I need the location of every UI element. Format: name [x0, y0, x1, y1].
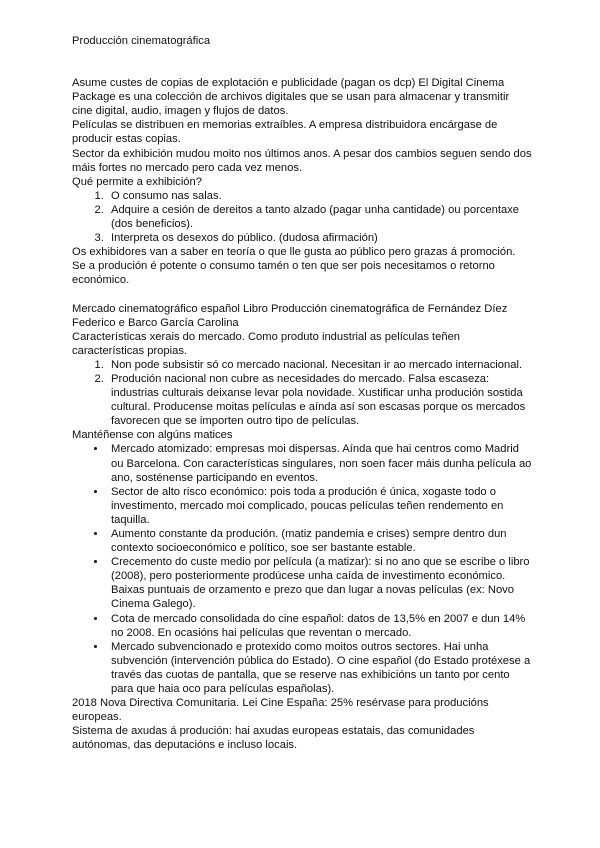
bullet-item: • Crecemento do custe medio por película (a matizar): si no ano que se escribe o libro (2008), pero posteriormente prodúcese unha caída de investimento económico. Baixas puntuais de orzamento e prezo que dan lugar a novas películas (ex: Novo Cinema Galego). — [107, 555, 532, 611]
paragraph-costs: Asume custes de copias de explotación e publicidade (pagan os dcp) El Digital Cinema Package es una colección de archivos digitales que se usan para almacenar y transmitir cine digital, audio, imagen y flujos de datos. — [72, 77, 510, 118]
list-item: 1. Non pode subsistir só co mercado nacional. Necesitan ir ao mercado internacional. — [107, 358, 532, 372]
document-title: Producción cinematográfica — [72, 35, 211, 47]
paragraph-aid-system: Sistema de axudas á produción: hai axudas europeas estatais, das comunidades autónomas, das deputacións e incluso locais. — [72, 725, 475, 752]
bullet-item: • Aumento constante da produción. (matiz pandemia e crises) sempre dentro dun contexto socioeconómico e político, soe ser bastante estable. — [107, 527, 532, 555]
bullet-item: • Cota de mercado consolidada do cine español: datos de 13,5% en 2007 e dun 14% no 2008. En ocasións hai películas que reventan o mercado. — [107, 612, 532, 640]
list-item: 2. Adquire a cesión de dereitos a tanto alzado (pagar unha cantidade) ou porcentaxe (dos beneficios). — [107, 203, 532, 231]
paragraph-exhibitors: Os exhibidores van a saber en teoría o que lle gusta ao público pero grazas á promoción. — [72, 246, 516, 259]
paragraph-market-intro: Características xerais do mercado. Como produto industrial as películas teñen características propias. — [72, 330, 461, 357]
list-item: 3. Interpreta os desexos do público. (dudosa afirmación) — [107, 231, 532, 245]
market-list — [72, 358, 532, 428]
document-page — [72, 34, 532, 753]
bullet-item: • Mercado subvencionado e protexido como moitos outros sectores. Hai unha subvención (intervención pública do Estado). O cine español (do Estado protéxese a través das cuotas de pantalla, que se reserve nas exhibicións un tanto por cento para que haia oco para películas españolas). — [107, 640, 532, 696]
list-item: 2. Produción nacional non cubre as necesidades do mercado. Falsa escaseza: industrias culturais deixanse levar pola novidade. Xustificar unha produción sostida cultural. Producense moitas películas e aínda así son escasas porque os mercados favorecen que se importen outro tipo de películas. — [107, 372, 532, 428]
list-item: 1. O consumo nas salas. — [107, 189, 532, 203]
section-heading: Mercado cinematográfico español Libro Producción cinematográfica de Fernández Díez Federico e Barco García Carolina — [72, 302, 508, 329]
matices-bullets — [72, 442, 532, 696]
exhibition-list — [72, 189, 532, 245]
paragraph-question: Qué permite a exhibición? — [72, 175, 202, 188]
paragraph-gap — [72, 288, 532, 302]
paragraph-exhibition-sector: Sector da exhibición mudou moito nos últimos anos. A pesar dos cambios seguen sendo dos máis fortes no mercado pero cada vez menos. — [72, 147, 532, 174]
paragraph-directive: 2018 Nova Directiva Comunitaria. Lei Cine España: 25% resérvase para producións europeas. — [72, 697, 489, 724]
paragraph-production-return: Se a produción é potente o consumo tamén o ten que ser pois necesitamos o retorno económico. — [72, 260, 495, 287]
section-exhibition — [72, 76, 532, 287]
section-market — [72, 302, 532, 753]
matices-label: Mantéñense con algúns matices — [72, 429, 233, 442]
paragraph-distribution: Películas se distribuen en memorias extraíbles. A empresa distribuidora encárgase de producir estas copias. — [72, 119, 498, 146]
bullet-item: • Sector de alto risco económico: pois toda a produción é única, xogaste todo o investimento, mercado moi complicado, poucas películas teñen rendemento en taquilla. — [107, 485, 532, 527]
bullet-item: • Mercado atomizado: empresas moi dispersas. Aínda que hai centros como Madrid ou Barcelona. Con características singulares, non soen facer máis dunha película ao ano, sosténense participando en eventos. — [107, 442, 532, 484]
